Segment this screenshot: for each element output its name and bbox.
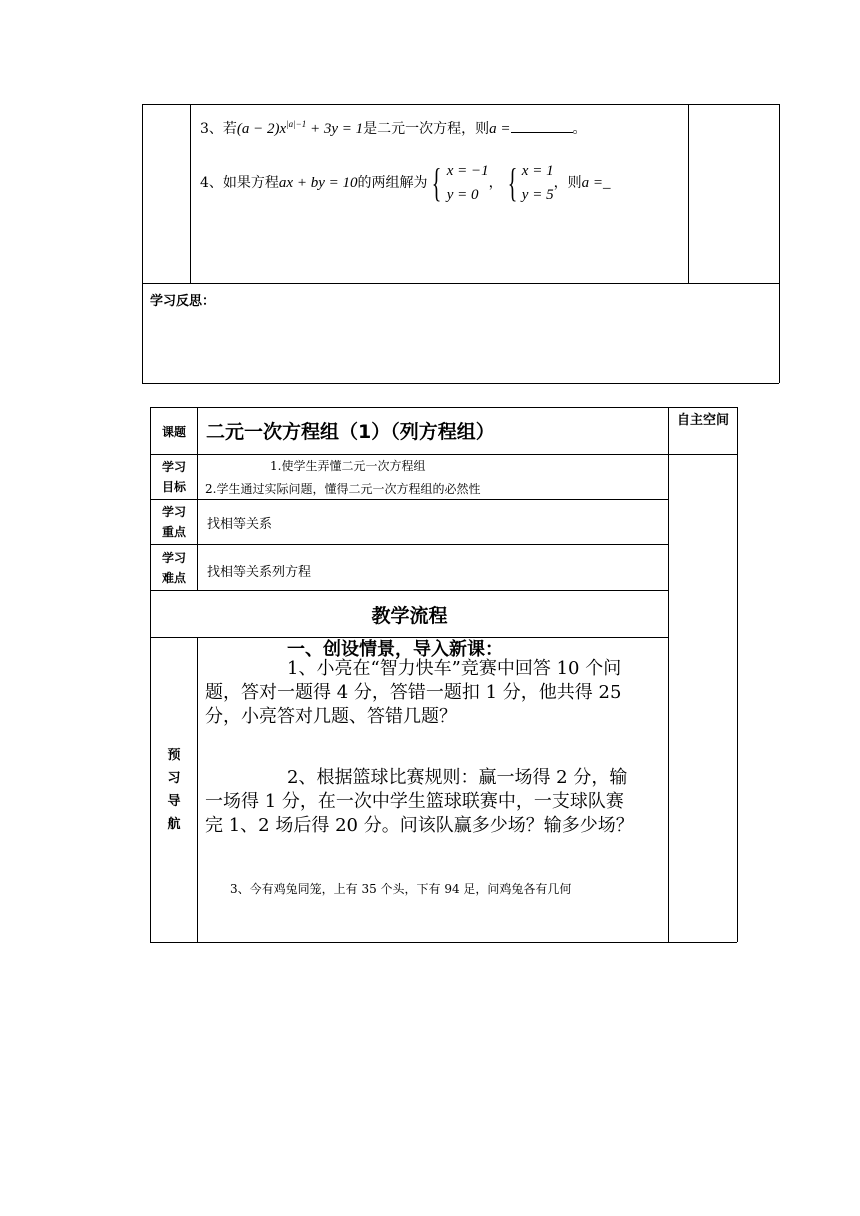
question-4 (200, 158, 610, 208)
table-border (668, 407, 669, 942)
section-heading: 一、创设情景，导入新课： (287, 639, 503, 660)
problem-1-line-3: 分，小亮答对几题、答错几题？ (205, 706, 457, 727)
table-border (150, 499, 668, 500)
table-border (190, 104, 191, 283)
problem-2-line-3: 完 1、2 场后得 20 分。问该队赢多少场？输多少场？ (205, 815, 634, 836)
problem-3: 3、今有鸡兔同笼，上有 35 个头，下有 94 足，问鸡兔各有几何 (230, 882, 572, 896)
q4-sol2-line2: y = 5 (521, 187, 554, 203)
q3-number: 3、若 (200, 121, 237, 137)
objectives-label: 学习目标 (161, 460, 186, 494)
key-points-label: 学习重点 (161, 505, 186, 539)
q4-sol2-line1: x = 1 (521, 163, 554, 179)
q3-expression (237, 121, 363, 137)
table-border (150, 544, 668, 545)
table-border (142, 104, 143, 383)
q3-var: a = (489, 121, 511, 137)
table-border (688, 104, 689, 283)
problem-1-line-1: 1、小亮在“智力快车”竞赛中回答 10 个问 (287, 658, 622, 679)
table-border (779, 104, 780, 383)
q4-text-mid: 的两组解为 (357, 175, 428, 191)
q4-solution-2 (522, 159, 554, 207)
difficulties: 找相等关系列方程 (207, 565, 312, 580)
q4-sol1-line2: y = 0 (446, 187, 479, 203)
objective-2: 2.学生通过实际问题，懂得二元一次方程组的必然性 (205, 482, 481, 496)
q4-text-end: ，则 (553, 175, 582, 191)
table-border (142, 283, 779, 284)
key-points: 找相等关系 (207, 517, 273, 532)
table-border (142, 383, 779, 384)
q3-expr-post: + 3y = 1 (306, 121, 364, 137)
table-border (142, 104, 779, 105)
self-space-label: 自主空间 (676, 413, 729, 428)
preview-label: 预习导航 (167, 748, 181, 832)
table-border (150, 407, 737, 408)
table-border (150, 942, 737, 943)
problem-2-line-2: 一场得 1 分，在一次中学生篮球联赛中，一支球队赛 (205, 791, 624, 812)
q4-sol1-line1: x = −1 (446, 163, 489, 179)
question-3 (200, 118, 587, 138)
brace-icon: { (432, 160, 442, 205)
table-border (197, 407, 198, 590)
table-border (737, 407, 738, 942)
q3-expr-pre: (a − 2)x (236, 121, 287, 137)
q3-text-end: 。 (572, 121, 587, 137)
table-border (197, 637, 198, 942)
q4-solution-1 (447, 159, 489, 207)
q4-sep: ， (488, 175, 503, 191)
table-border (150, 454, 737, 455)
course-title: 二元一次方程组（1）（列方程组） (206, 421, 495, 443)
q4-var: a =_ (581, 175, 611, 191)
reflection-label: 学习反思： (150, 294, 216, 309)
q3-text-mid: 是二元一次方程，则 (363, 121, 490, 137)
q3-expr-sup: |a|−1 (286, 119, 307, 129)
problem-1-line-2: 题，答对一题得 4 分，答错一题扣 1 分，他共得 25 (205, 682, 622, 703)
brace-icon: { (507, 160, 517, 205)
flow-title: 教学流程 (371, 604, 448, 627)
objective-1: 1.使学生弄懂二元一次方程组 (270, 459, 426, 473)
course-label: 课题 (161, 424, 186, 439)
q3-answer-blank[interactable] (511, 118, 573, 133)
q4-equation: ax + by = 10 (278, 175, 358, 191)
difficulties-label: 学习难点 (161, 550, 186, 585)
problem-2-line-1: 2、根据篮球比赛规则：赢一场得 2 分，输 (287, 767, 628, 788)
q4-number: 4、如果方程 (200, 175, 279, 191)
